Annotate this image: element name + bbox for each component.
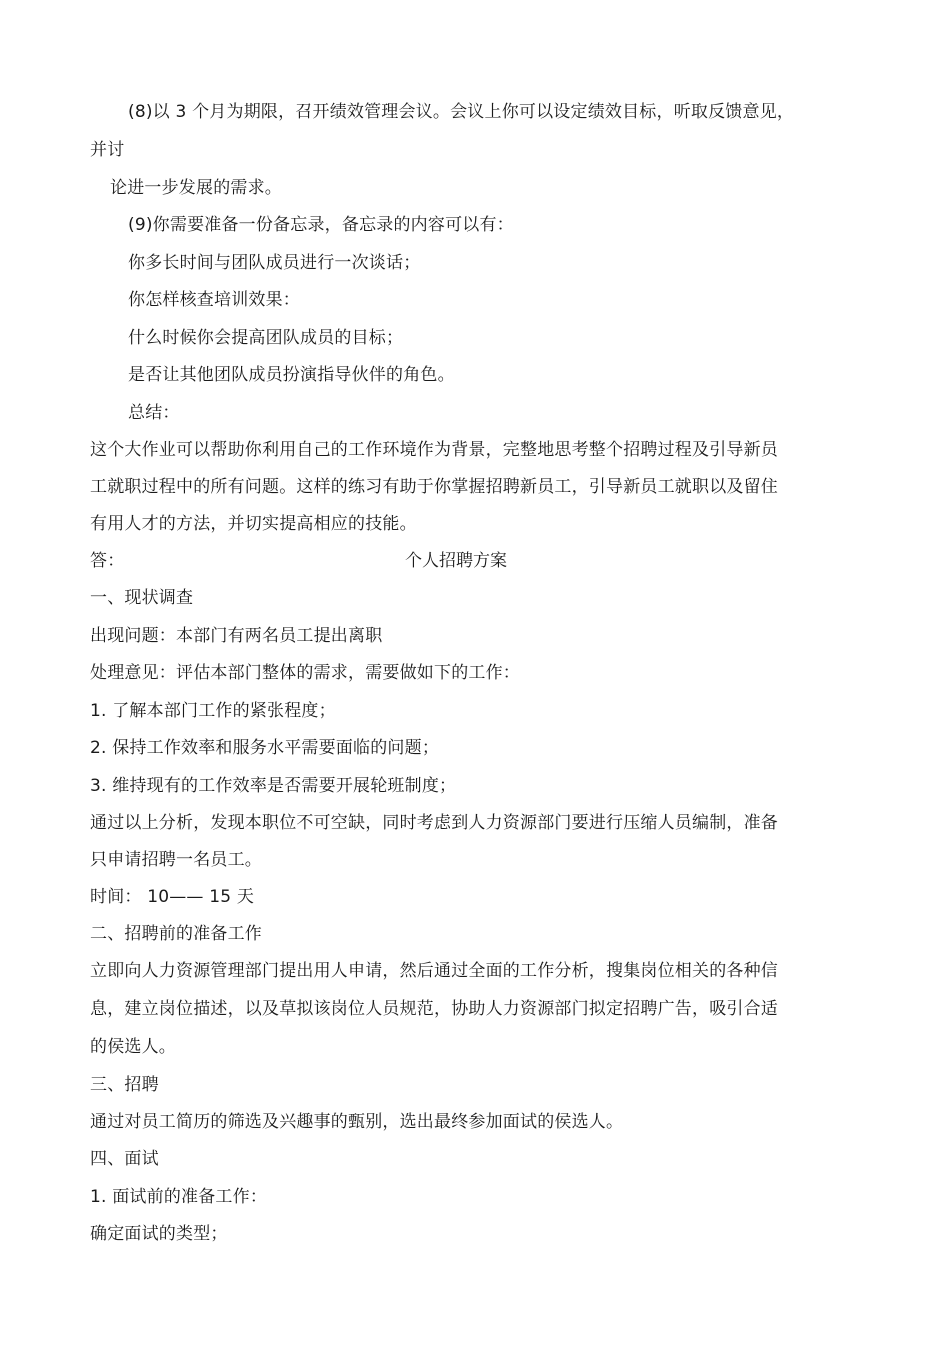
- text-line: 息，建立岗位描述，以及草拟该岗位人员规范，协助人力资源部门拟定招聘广告，吸引合适: [90, 999, 778, 1019]
- text-line: 工就职过程中的所有问题。这样的练习有助于你掌握招聘新员工，引导新员工就职以及留住: [90, 477, 778, 497]
- text-line: 什么时候你会提高团队成员的目标；: [128, 328, 404, 348]
- list-item: 1. 面试前的准备工作：: [90, 1187, 268, 1207]
- text-line: 立即向人力资源管理部门提出用人申请，然后通过全面的工作分析，搜集岗位相关的各种信: [90, 961, 778, 981]
- text-line: 总结：: [128, 403, 180, 423]
- answer-title: 个人招聘方案: [405, 551, 507, 571]
- section-heading: 二、招聘前的准备工作: [90, 924, 262, 944]
- text-line: 并讨: [90, 140, 125, 160]
- list-item: 3. 维持现有的工作效率是否需要开展轮班制度；: [90, 776, 457, 796]
- text-line: 你怎样核查培训效果：: [128, 290, 300, 310]
- text-line: (9)你需要准备一份备忘录，备忘录的内容可以有：: [128, 215, 514, 235]
- text-line: 的侯选人。: [90, 1037, 176, 1057]
- text-line: 你多长时间与团队成员进行一次谈话；: [128, 253, 421, 273]
- text-line: 通过以上分析，发现本职位不可空缺，同时考虑到人力资源部门要进行压缩人员编制，准备: [90, 813, 778, 833]
- text-line: 有用人才的方法，并切实提高相应的技能。: [90, 514, 417, 534]
- text-line: 只申请招聘一名员工。: [90, 850, 262, 870]
- text-line: 是否让其他团队成员扮演指导伙伴的角色。: [128, 365, 455, 385]
- text-line: 出现问题：本部门有两名员工提出离职: [90, 626, 383, 646]
- answer-label: 答：: [90, 551, 125, 571]
- section-heading: 四、面试: [90, 1149, 159, 1169]
- text-line: (8)以 3 个月为期限，召开绩效管理会议。会议上你可以设定绩效目标，听取反馈意见，: [128, 102, 795, 122]
- text-line: 时间： 10—— 15 天: [90, 887, 255, 907]
- section-heading: 一、现状调查: [90, 588, 194, 608]
- list-item: 1. 了解本部门工作的紧张程度；: [90, 701, 336, 721]
- section-heading: 三、招聘: [90, 1075, 159, 1095]
- text-line: 处理意见：评估本部门整体的需求，需要做如下的工作：: [90, 663, 520, 683]
- text-line: 确定面试的类型；: [90, 1224, 228, 1244]
- text-line: 通过对员工简历的筛选及兴趣事的甄别，选出最终参加面试的侯选人。: [90, 1112, 624, 1132]
- text-line: 这个大作业可以帮助你利用自己的工作环境作为背景，完整地思考整个招聘过程及引导新员: [90, 440, 778, 460]
- text-line: 论进一步发展的需求。: [110, 178, 282, 198]
- list-item: 2. 保持工作效率和服务水平需要面临的问题；: [90, 738, 440, 758]
